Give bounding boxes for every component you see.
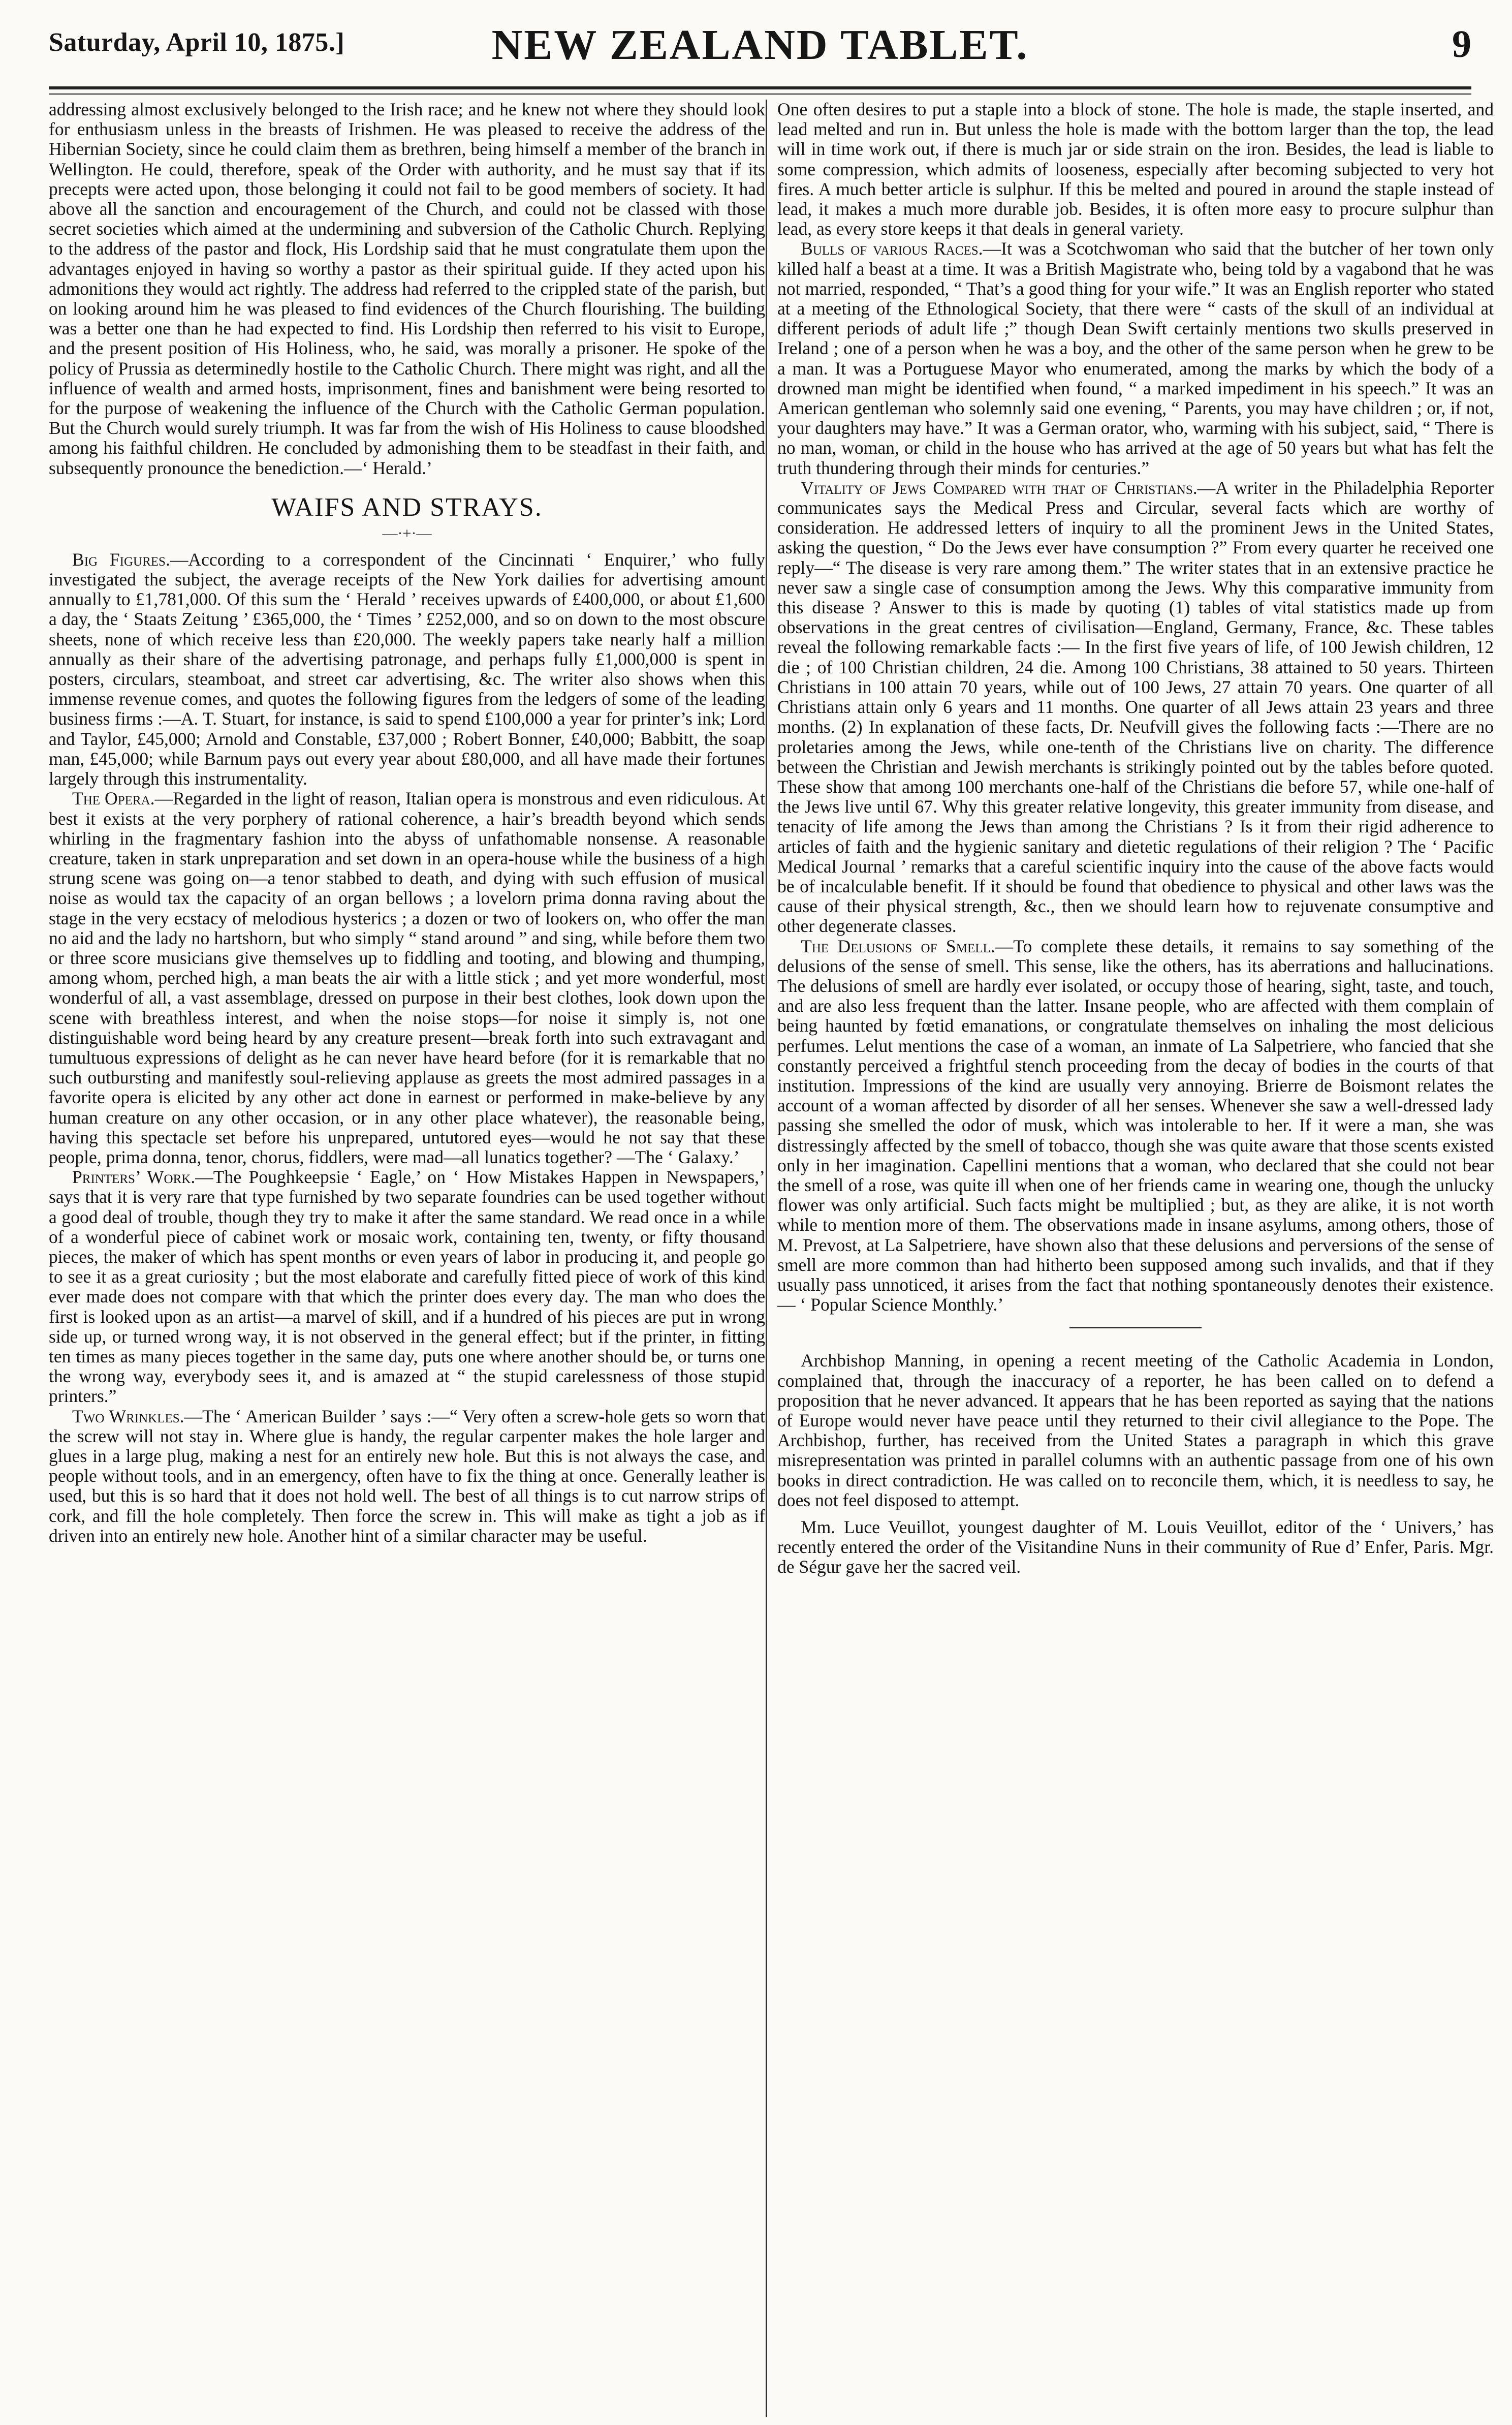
item-text: —To complete these details, it remains to say something of the delusions of the sense of smell. This sense, like the others, has its aberrations and hallucinations. The delusions of smell are hardly ever isolated, or occupy those of hearing, sight, taste, and touch, and are also less frequent than the latter. Insane people, who are affected with them complain of being haunted by fœtid emanations, or congratulate themselves on inhaling the most delicious perfumes. Lelut mentions the case of a woman, an inmate of La Salpetriere, who fancied that she constantly perceived a frightful stench proceeding from the decay of bodies in the courts of that institution. Impressions of the kind are usually very annoying. Brierre de Boismont relates the account of a woman affected by disorder of all her senses. Whenever she saw a well-dressed lady passing she smelled the odor of musk, which was intolerable to her. If it were a man, she was distressingly affected by the smell of tobacco, though she was quite aware that those scents existed only in her imagination. Capellini mentions that a woman, who declared that she could not bear the smell of a rose, was quite ill when one of her friends came in wearing one, though the unlucky flower was only artificial. Such facts might be multiplied ; but, as they are alike, it is not worth while to mention more of them. The observations made in insane asylums, among others, those of M. Prevost, at La Salpetriere, have shown also that these delusions and perversions of the sense of smell are more common than had hitherto been supposed among such invalids, and that if they usually pass unnoticed, it arises from the fact that nothing spontaneously denotes their existence.— ‘ Popular Science Monthly.’ — [777, 936, 1494, 1315]
item-text: —Regarded in the light of reason, Italian opera is monstrous and even ridiculous. At best it exists at the very porphery of rational coherence, a hair’s breadth beyond which sends whirling in the fragmentary fashion into the abyss of unfathomable nonsense. A reasonable creature, taken in stark unpreparation and set down in an opera-house while the business of a high strung scene was going on—a tenor stabbed to death, and dying with such effusion of musical noise as would tax the capacity of an organ bellows ; a lovelorn prima donna raving about the stage in the very ecstacy of melodious hysterics ; a dozen or two of lookers on, who offer the man no aid and the lady no hartshorn, but who simply “ stand around ” and sing, while before them two or three score musicians give themselves up to fiddling and tooting, and blowing and thumping, among whom, perched high, a man beats the air with a little stick ; and yet more wonderful, most wonderful of all, a vast assemblage, dressed on purpose in their best clothes, look down upon the scene with breathless interest, and when the noise stops—for noise it simply is, not one distinguishable word being heard by any creature present—break forth into such extravagant and tumultuous expressions of delight as he can never have heard before (for it is remarkable that no such outbursting and manifestly soul-relieving applause as greets the most admired passages in a favorite opera is elicited by any other act done in earnest or performed in make-believe by any human creature on any other occasion, or in any other place whatever), the reasonable being, having this spectacle set before his unprepared, untutored eyes—would he not say that these people, prima donna, tenor, chorus, fiddlers, were mad—all lunatics together? —The ‘ Galaxy.’ — [49, 788, 765, 1167]
item-heading: Bulls of various Races. — [801, 238, 983, 259]
item-text: —According to a correspondent of the Cincinnati ‘ Enquirer,’ who fully investigated the subject, the average receipts of the New York dailies for advertising amount annually to £1,781,000. Of this sum the ‘ Herald ’ receives upwards of £400,000, or about £1,600 a day, the ‘ Staats Zeitung ’ £365,000, the ‘ Times ’ £252,000, and so on down to the most obscure sheets, none of which receive less than £20,000. The weekly papers take nearly half a million annually as their share of the advertising patronage, and perhaps fully £1,000,000 is spent in posters, circulars, steamboat, and street car advertising, &c. The writer also shows when this immense revenue comes, and quotes the following figures from the ledgers of some of the leading business firms :—A. T. Stuart, for instance, is said to spend £100,000 a year for printer’s ink; Lord and Taylor, £45,000; Arnold and Constable, £37,000 ; Robert Bonner, £40,000; Babbitt, the soap man, £45,000; while Barnum pays out every year about £80,000, and all have made their fortunes largely through this instrumentality. — [49, 549, 765, 789]
page-number: 9 — [1452, 23, 1471, 66]
section-ornament: —·+·— — [382, 524, 432, 542]
newspaper-title: NEW ZEALAND TABLET. — [491, 21, 1029, 69]
item-staple-continuation: One often desires to put a staple into a block of stone. The hole is made, the staple inserted, and lead melted and run in. But unless the hole is made with the bottom larger than the top, the lead will in time work out, if there is much jar or side strain on the iron. Besides, the lead is liable to some compression, which admits of looseness, especially after becoming subjected to very hot fires. A much better article is sulphur. If this be melted and poured in around the staple instead of lead, it makes a much more durable job. Besides, it is often more easy to procure sulphur than lead, as every store keeps it that deals in general variety. — [777, 100, 1494, 239]
item-delusions-of-smell — [777, 937, 1494, 1315]
item-bulls — [777, 239, 1494, 478]
section-heading: WAIFS AND STRAYS. — [271, 492, 543, 522]
item-two-wrinkles — [49, 1407, 765, 1546]
item-text: —A writer in the Philadelphia Reporter communicates says the Medical Press and Circular, several facts which are worthy of consideration. He addressed letters of inquiry to all the prominent Jews in the United States, asking the question, “ Do the Jews ever have consumption ?” From every quarter he received one reply—“ The disease is very rare among them.” The writer states that in an extensive practice he never saw a single case of consumption among the Jews. Why this comparative immunity from this disease ? Answer to this is made by quoting (1) tables of vital statistics made up from observations in the great centres of civilisation—England, Germany, France, &c. These tables reveal the following remarkable facts :— In the first five years of life, of 100 Jewish children, 12 die ; of 100 Christian children, 24 die. Among 100 Christians, 38 attained to 50 years. Thirteen Christians in 100 attain 70 years, while out of 100 Jews, 27 attain 70 years. One quarter of all Christians attain only 6 years and 11 months. One quarter of all Jews attain 23 years and three months. (2) In explanation of these facts, Dr. Neufvill gives the following facts :—There are no proletaries among the Jews, while one-tenth of the Christians live on charity. The difference between the Christian and Jewish merchants is strikingly pointed out by the tables before quoted. These show that among 100 merchants one-half of the Christians die before 57, while one-half of the Jews live until 67. Why this greater relative longevity, this greater immunity from disease, and tenacity of life among the Jews than among the Christians ? Is it from their rigid adherence to articles of faith and the hygienic sanitary and dietetic regulations of their religion ? The ‘ Pacific Medical Journal ’ remarks that a careful scientific inquiry into the cause of the above facts would be of incalculable benefit. If it should be found that obedience to physical and other laws was the cause of their physical strength, &c., then we should learn how to rejuvenate consumptive and other degenerate classes. — [777, 477, 1494, 937]
item-text: —It was a Scotchwoman who said that the butcher of her town only killed half a beast at a time. It was a British Magistrate who, being told by a vagabond that he was not married, responded, “ That’s a good thing for your wife.” It was an English reporter who stated at a meeting of the Ethnological Society, that there were “ casts of the skull of an individual at different periods of adult life ;” though Dean Swift certainly mentions two skulls preserved in Ireland ; one of a person when he was a boy, and the other of the same person when he grew to be a man. It was a Portuguese Mayor who enumerated, among the marks by which the body of a drowned man might be identified when found, “ a marked impediment in his speech.” It was an American gentleman who solemnly said one evening, “ Parents, you may have children ; or, if not, your daughters may have.” It was a German orator, who, warming with his subject, said, “ There is no man, woman, or child in the house who has arrived at the age of 50 years but what has felt the truth thundering through their minds for centuries.” — [777, 238, 1494, 478]
item-luce-veuillot: Mm. Luce Veuillot, youngest daughter of M. Louis Veuillot, editor of the ‘ Univers,’ has recently entered the order of the Visitandine Nuns in their community of Rue d’ Enfer, Paris. Mgr. de Ségur gave her the sacred veil. — [777, 1517, 1494, 1577]
issue-date: Saturday, April 10, 1875.] — [49, 28, 345, 57]
item-text: —The ‘ American Builder ’ says :—“ Very often a screw-hole gets so worn that the screw will not stay in. Where glue is handy, the regular carpenter makes the hole larger and glues in a large plug, making a nest for an entirely new hole. But this is not always the case, and people without tools, and in an emergency, often have to fix the thing at once. Generally leather is used, but this is so hard that it does not hold well. The best of all things is to cut narrow strips of cork, and fill the hole completely. Then force the screw in. This will make as tight a job as if driven into an entirely new hole. Another hint of a similar character may be useful. — [49, 1406, 765, 1546]
item-heading: Big Figures. — [72, 549, 170, 570]
item-heading: Printers’ Work. — [72, 1167, 196, 1188]
masthead — [49, 14, 1471, 70]
right-column — [777, 100, 1494, 2397]
column-divider — [766, 100, 767, 2417]
item-heading: Vitality of Jews Compared with that of Christians. — [801, 477, 1198, 498]
item-archbishop-manning: Archbishop Manning, in opening a recent meeting of the Catholic Academia in London, complained that, through the inaccuracy of a reporter, he has been called on to defend a proposition that he never advanced. It appears that he has been reported as saying that the nations of Europe would never have peace until they returned to their civil allegiance to the Pope. The Archbishop, further, has received from the United States a paragraph in which this grave misrepresentation was printed in parallel columns with an authentic passage from one of his own books in direct contradiction. He was called on to reconcile them, which, it is needless to say, he does not feel disposed to attempt. — [777, 1350, 1494, 1510]
masthead-rule-thin — [49, 94, 1471, 95]
article-continuation: addressing almost exclusively belonged to the Irish race; and he knew not where they should look for enthusiasm unless in the breasts of Irishmen. He was pleased to receive the address of the Hibernian Society, since he could claim them as brethren, being himself a member of the branch in Wellington. He could, therefore, speak of the Order with authority, and he must say that if its precepts were acted upon, those belonging it could not fail to be good members of society. It had above all the sanction and encouragement of the Church, and could not be classed with those secret societies which aimed at the undermining and subversion of the Catholic Church. Replying to the address of the pastor and flock, His Lordship said that he must congratulate them upon the advantages enjoyed in having so worthy a pastor as their spiritual guide. If they acted upon his admonitions they would act rightly. The address had referred to the crippled state of the parish, but on looking around him he was pleased to find evidences of the Church flourishing. The building was a better one than he had expected to find. His Lordship then referred to his visit to Europe, and the present position of His Holiness, who, he said, was morally a prisoner. He spoke of the policy of Prussia as determinedly hostile to the Catholic Church. There might was right, and all the influence of wealth and armed hosts, imprisonment, fines and banishment were being resorted to for the purpose of weakening the influence of the Church with the Catholic German population. But the Church would surely triumph. It was far from the wish of His Holiness to cause bloodshed among his faithful children. He concluded by admonishing them to be steadfast in their faith, and subsequently pronounce the benediction.—‘ Herald.’ — [49, 100, 765, 478]
item-heading: The Delusions of Smell. — [801, 936, 995, 956]
item-vitality-of-jews — [777, 478, 1494, 937]
left-column — [49, 100, 765, 2397]
item-text: —The Poughkeepsie ‘ Eagle,’ on ‘ How Mistakes Happen in Newspapers,’ says that it is very rare that type furnished by two separate foundries can be used together without a good deal of trouble, though they try to make it after the same standard. We read once in a while of a wonderful piece of cabinet work or mosaic work, containing ten, twenty, or fifty thousand pieces, the maker of which has spent months or even years of labor in producing it, and people go to see it as a great curiosity ; but the most elaborate and carefully fitted piece of work of this kind ever made does not compare with that which the printer does every day. The man who does the first is looked upon as an artist—a marvel of skill, and if a hundred of his pieces are put in wrong side up, or turned wrong way, it is not observed in the general effect; but if the printer, in fitting ten times as many pieces together in the same day, puts one where another should be, or turns one the wrong way, everybody sees it, and is amazed at “ the stupid carelessness of those stupid printers.” — [49, 1167, 765, 1407]
item-the-opera — [49, 789, 765, 1167]
item-printers-work — [49, 1167, 765, 1406]
item-heading: Two Wrinkles. — [72, 1406, 184, 1426]
item-heading: The Opera. — [72, 788, 155, 809]
item-big-figures — [49, 550, 765, 789]
masthead-rule — [49, 86, 1471, 89]
section-rule — [1069, 1327, 1202, 1328]
